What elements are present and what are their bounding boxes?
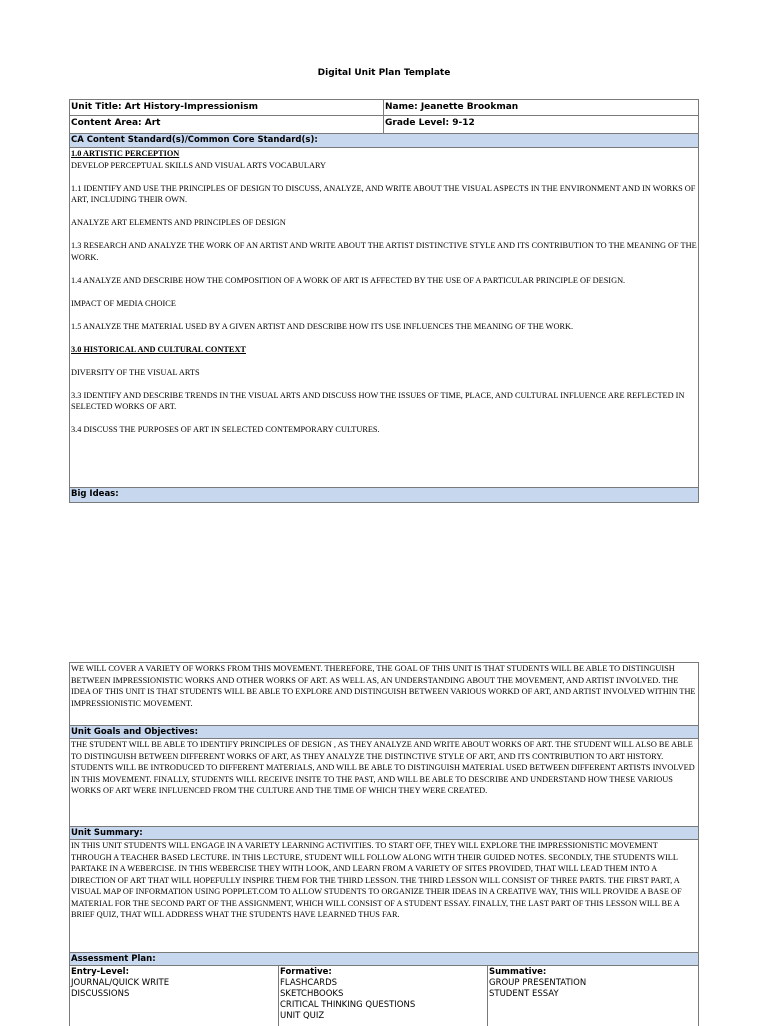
formative-item: CRITICAL THINKING QUESTIONS: [280, 1000, 416, 1010]
summative-item: GROUP PRESENTATION: [489, 978, 587, 988]
assessment-heading: Assessment Plan:: [70, 953, 698, 966]
unit-details-table: [69, 662, 699, 1026]
standards-text: [70, 148, 698, 436]
standard-analyze: ANALYZE ART ELEMENTS AND PRINCIPLES OF DESIGN: [71, 218, 286, 227]
content-area: Content Area: Art: [70, 116, 384, 133]
summative-column: [488, 966, 698, 1026]
formative-item: FLASHCARDS: [280, 978, 338, 988]
content-area-row: [70, 116, 698, 134]
grade-level: Grade Level: 9-12: [385, 118, 475, 128]
goals-body: [70, 739, 698, 827]
standard-1-1: 1.1 IDENTIFY AND USE THE PRINCIPLES OF DESIGN TO DISCUSS, ANALYZE, AND WRITE ABOUT THE VISUAL ASPECTS IN THE ENVIRONMENT AND IN WORKS OF ART, INCLUDING THEIR OWN.: [71, 183, 696, 204]
formative-title: Formative:: [280, 967, 332, 977]
big-ideas-heading: Big Ideas:: [70, 488, 698, 502]
standard-1-4: 1.4 ANALYZE AND DESCRIBE HOW THE COMPOSITION OF A WORK OF ART IS AFFECTED BY THE USE OF A PARTICULAR PRINCIPLE OF DESIGN.: [71, 275, 626, 285]
entry-level-column: [70, 966, 279, 1026]
standard-3-3: 3.3 IDENTIFY AND DESCRIBE TRENDS IN THE VISUAL ARTS AND DISCUSS HOW THE ISSUES OF TIME, PLACE, AND CULTURAL INFLUENCE ARE REFLECTED IN SELECTED WORKS OF ART.: [71, 390, 685, 411]
entry-level-title: Entry-Level:: [71, 967, 129, 977]
document-title: Digital Unit Plan Template: [317, 68, 451, 78]
summative-title: Summative:: [489, 967, 547, 977]
formative-item: SKETCHBOOKS: [280, 989, 344, 999]
formative-item: UNIT QUIZ: [280, 1011, 325, 1021]
teacher-name: Name: Jeanette Brookman: [385, 102, 519, 112]
standard-3-subtitle: DIVERSITY OF THE VISUAL ARTS: [71, 367, 200, 377]
standard-1-5: 1.5 ANALYZE THE MATERIAL USED BY A GIVEN ARTIST AND DESCRIBE HOW ITS USE INFLUENCES THE MEANING OF THE WORK.: [71, 321, 574, 331]
standards-body: [70, 148, 698, 488]
entry-item: JOURNAL/QUICK WRITE: [71, 978, 170, 988]
summary-heading: Unit Summary:: [70, 827, 698, 840]
summary-body: [70, 840, 698, 953]
assessment-columns: [70, 966, 698, 1026]
big-ideas-body: [70, 663, 698, 726]
big-ideas-text: WE WILL COVER A VARIETY OF WORKS FROM THIS MOVEMENT. THEREFORE, THE GOAL OF THIS UNIT IS THAT STUDENTS WILL BE ABLE TO DISTINGUISH BETWEEN IMPRESSIONISTIC WORKS AND OTHER WORKS OF ART. AS WELL AS, AN UNDERSTANDING ABOUT THE MOVEMENT, AND ARTIST INVOLVED. THE IDEA OF THIS UNIT IS THAT STUDENTS WILL BE ABLE TO EXPLORE AND DISTINGUISH BETWEEN VARIOUS WORKD OF ART, AND ARTIST INVOLVED WITHIN THE IMPRESSIONISTIC MOVEMENT.: [71, 664, 696, 708]
standard-1-subtitle: DEVELOP PERCEPTUAL SKILLS AND VISUAL ARTS VOCABULARY: [71, 160, 327, 170]
standard-3-4: 3.4 DISCUSS THE PURPOSES OF ART IN SELECTED CONTEMPORARY CULTURES.: [71, 425, 380, 434]
unit-info-table: [69, 99, 699, 503]
unit-title: Unit Title: Art History-Impressionism: [70, 100, 384, 115]
formative-column: [279, 966, 488, 1026]
summative-item: STUDENT ESSAY: [489, 989, 559, 999]
standard-1-title: 1.0 ARTISTIC PERCEPTION: [71, 149, 180, 158]
standard-1-3: 1.3 RESEARCH AND ANALYZE THE WORK OF AN ARTIST AND WRITE ABOUT THE ARTIST DISTINCTIVE STYLE AND ITS CONTRIBUTION TO THE MEANING OF THE WORK.: [71, 241, 697, 262]
unit-title-row: [70, 100, 698, 116]
goals-text: THE STUDENT WILL BE ABLE TO IDENTIFY PRINCIPLES OF DESIGN , AS THEY ANALYZE AND WRITE ABOUT WORKS OF ART. THE STUDENT WILL ALSO BE ABLE TO DISTINGUISH BETWEEN DIFFERENT WORKS OF ART, AS THEY ANALYZE THE DISTINCTIVE STYLE OF ART, AND ITS CONTRIBUTION TO ART HISTORY. STUDENTS WILL BE INTRODUCED TO DIFFERENT MATERIALS, AND WILL BE ABLE TO DISTINGUISH MATERIAL USED BETWEEN DIFFERENT ARTISTS INVOLVED IN THIS MOVEMENT. FINALLY, STUDENTS WILL RECEIVE INSITE TO THE PAST, AND WILL BE ABLE TO DESCRIBE AND UNDERSTAND HOW THESE VARIOUS WORKS OF ART WERE INFLUENCED FROM THE CULTURE AND THE TIME OF WHICH THEY WERE CREATED.: [71, 740, 695, 795]
entry-item: DISCUSSIONS: [71, 989, 130, 999]
goals-heading: Unit Goals and Objectives:: [70, 726, 698, 739]
standard-impact: IMPACT OF MEDIA CHOICE: [71, 298, 176, 308]
standards-heading: CA Content Standard(s)/Common Core Standard(s):: [70, 134, 698, 148]
summary-text: IN THIS UNIT STUDENTS WILL ENGAGE IN A VARIETY LEARNING ACTIVITIES. TO START OFF, THEY WILL EXPLORE THE IMPRESSIONISTIC MOVEMENT THROUGH A TEACHER BASED LECTURE. IN THIS LECTURE, STUDENT WILL FOLLOW ALONG WITH THEIR GUIDED NOTES. SECONDLY, THE STUDENTS WILL PARTAKE IN A WEBERCISE. IN THIS WEBERCISE THEY WITH LOOK, AND LEARN FROM A VARIETY OF SITES PROVIDED, THAT WILL LEAD THEM INTO A DIRECTION OF ART THAT WILL HOPEFULLY INSPIRE THEM FOR THE THIRD LESSON. THE THIRD LESSON WILL CONSIST OF THREE PARTS. THE FIRST PART, A VISUAL MAP OF INFORMATION USING POPPLET.COM TO ALLOW STUDENTS TO ORGANIZE THEIR IDEAS IN A CREATIVE WAY, THIS WILL PROVIDE A BASE OF MATERIAL FOR THE SECOND PART OF THE ASSIGNMENT, WHICH WILL CONSIST OF A STUDENT ESSAY. FINALLY, THE LAST PART OF THIS LESSON WILL BE A BRIEF QUIZ, THAT WILL ADDRESS WHAT THE STUDENTS HAVE LEARNED THUS FAR.: [71, 841, 682, 919]
standard-3-title: 3.0 HISTORICAL AND CULTURAL CONTEXT: [71, 344, 246, 354]
